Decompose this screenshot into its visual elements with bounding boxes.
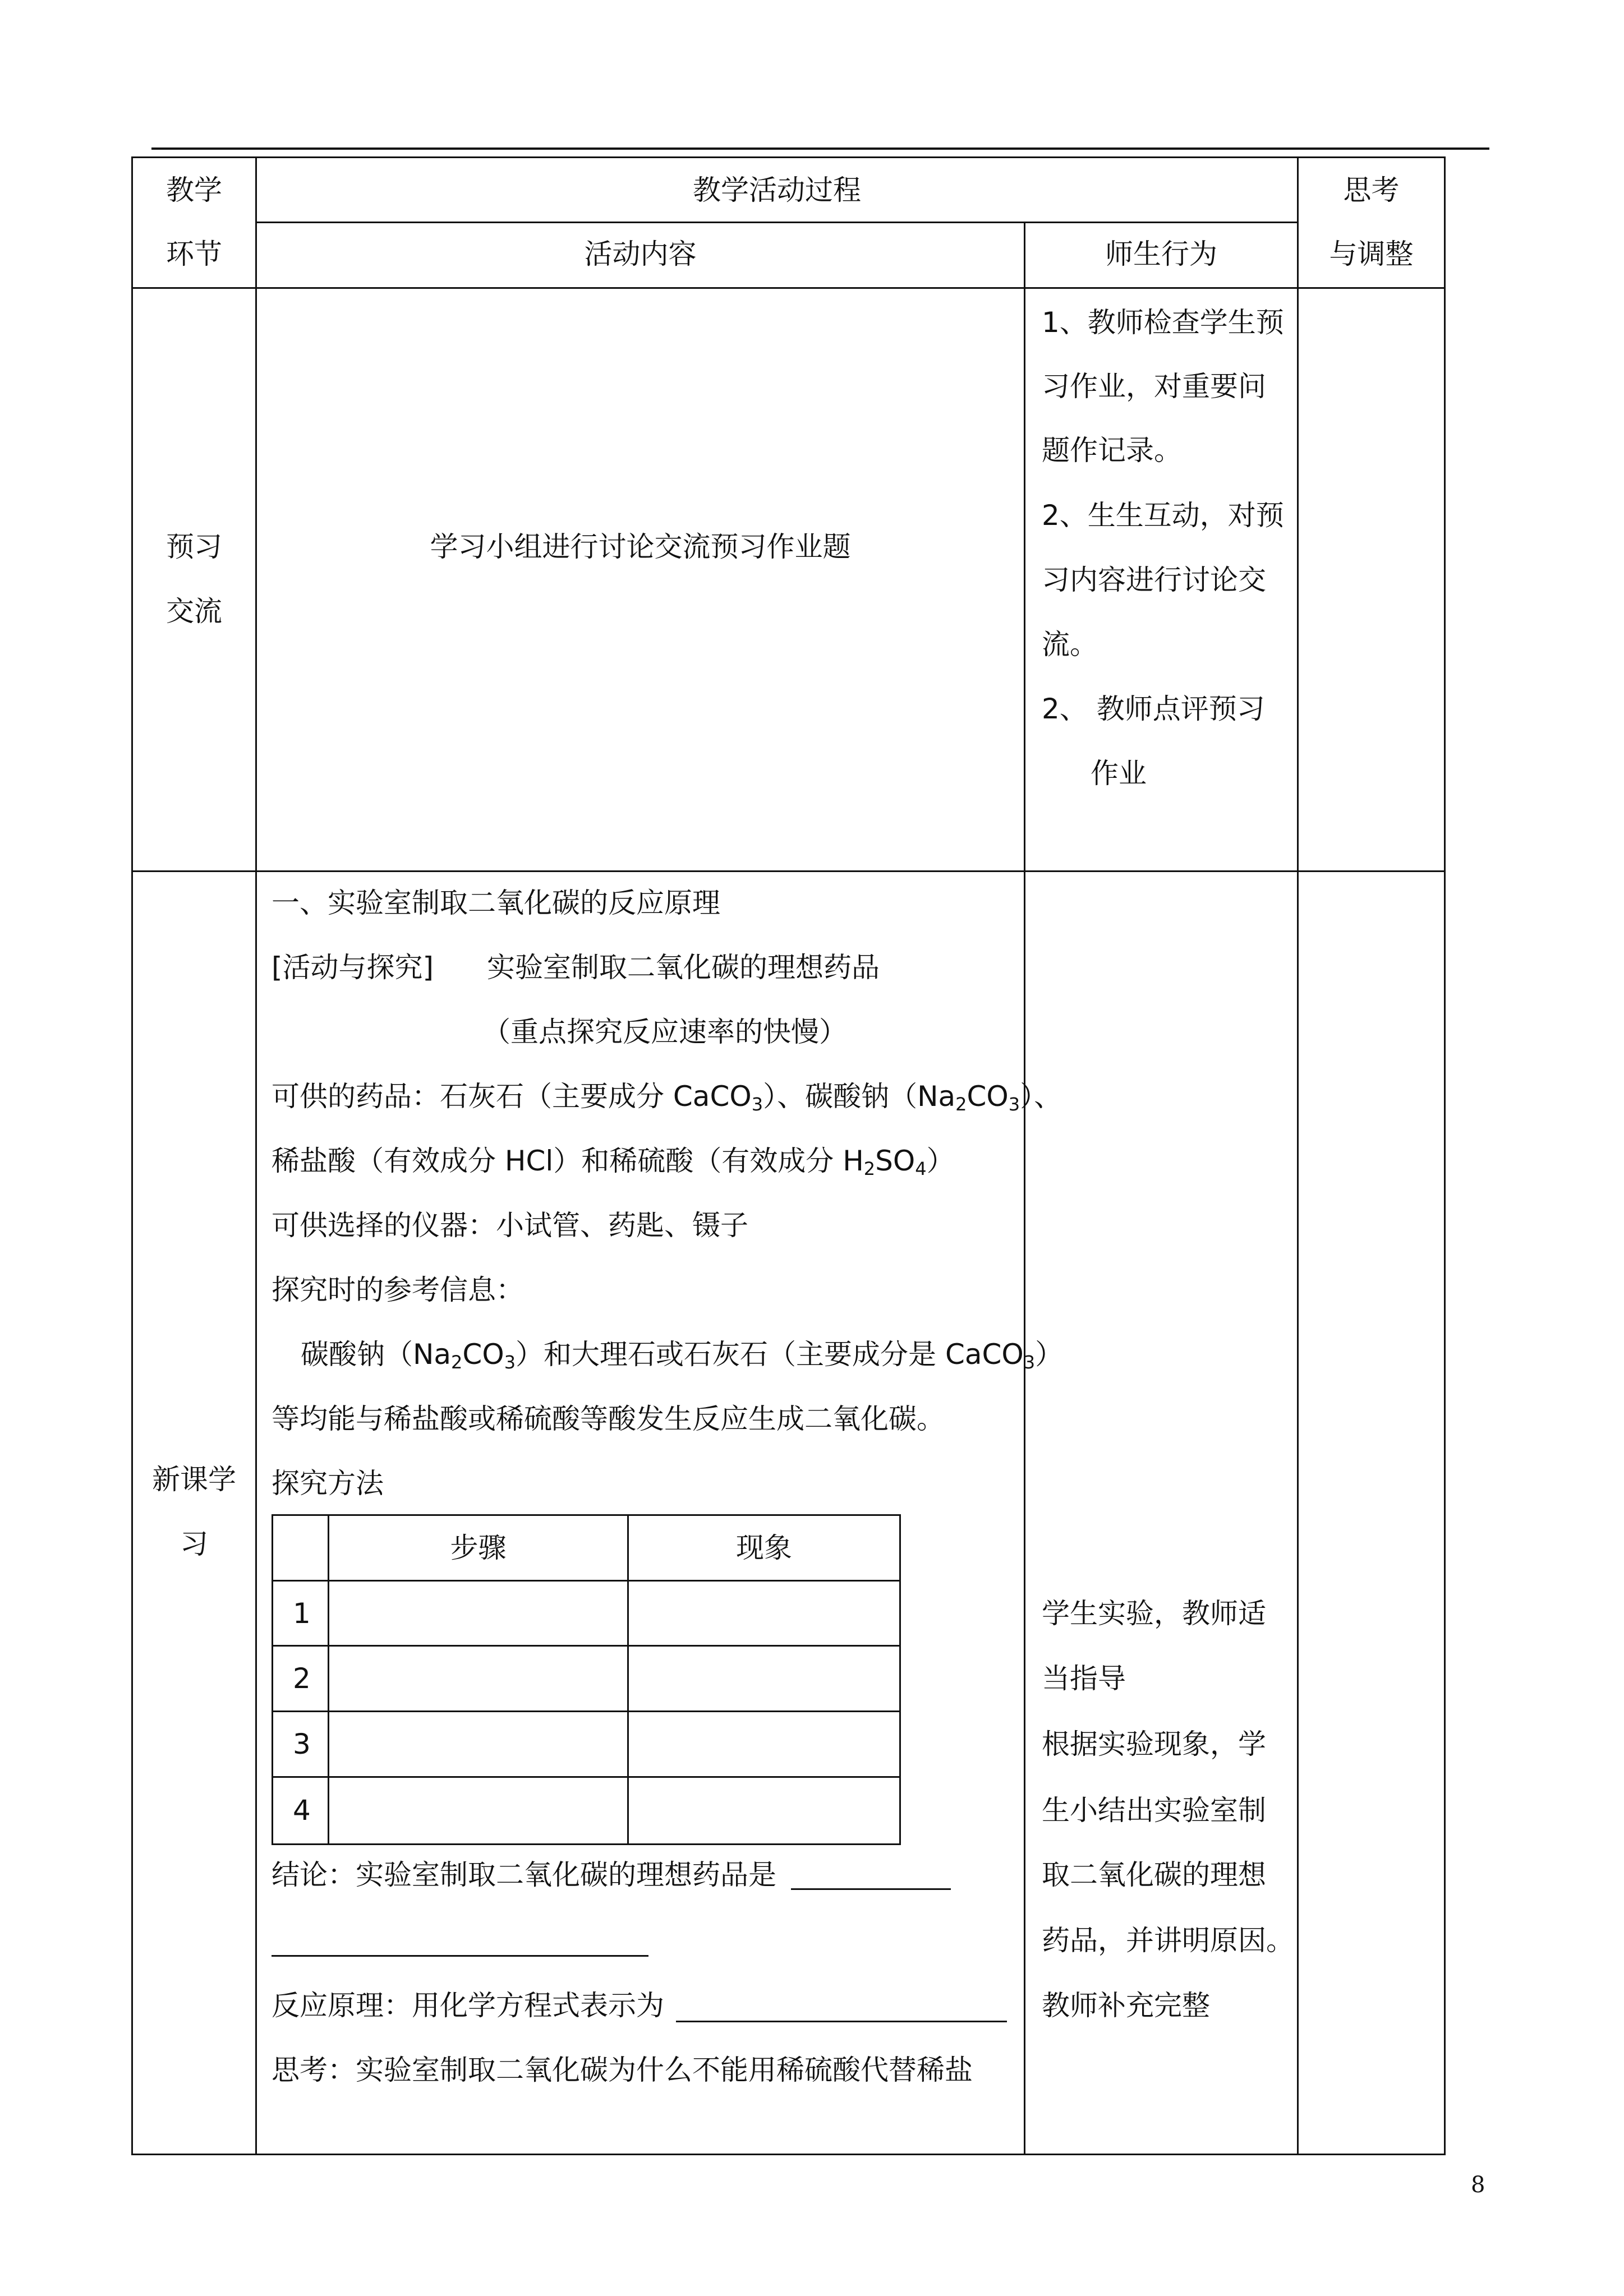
conclusion: 结论：实验室制取二氧化碳的理想药品是 bbox=[272, 1859, 776, 1891]
header-rule bbox=[151, 147, 1489, 150]
think-question: 思考：实验室制取二氧化碳为什么不能用稀硫酸代替稀盐 bbox=[272, 2054, 973, 2086]
reference-title: 探究时的参考信息： bbox=[272, 1274, 524, 1306]
reagents-line-1 bbox=[272, 1080, 1062, 1113]
method-row-index: 1 bbox=[293, 1597, 311, 1630]
reagents-2-text-a: 稀盐酸（有效成分 HCl）和稀硫酸（有效成分 H bbox=[272, 1145, 864, 1177]
reagents-1-text-a: 可供的药品：石灰石（主要成分 CaCO bbox=[272, 1080, 752, 1113]
table-rule-header-bottom bbox=[131, 287, 1446, 289]
reagents-2-text-b: SO bbox=[875, 1145, 915, 1177]
new-stage-line-2: 习 bbox=[180, 1528, 208, 1560]
table-rule-preview-bottom bbox=[131, 870, 1446, 872]
header-stage-line-2: 环节 bbox=[166, 238, 222, 270]
activity-title: 实验室制取二氧化碳的理想药品 bbox=[487, 951, 880, 984]
reagents-1-text-b: ）、碳酸钠（Na bbox=[763, 1080, 956, 1113]
reagents-1-text-d: ）、 bbox=[1020, 1080, 1062, 1113]
method-table-rule bbox=[272, 1711, 901, 1712]
preview-behavior-line: 习内容进行讨论交 bbox=[1042, 564, 1266, 596]
header-reflect-line-1: 思考 bbox=[1343, 174, 1400, 206]
table-border-right bbox=[1444, 156, 1446, 2155]
reagents-2-text-c: ） bbox=[926, 1145, 955, 1177]
reagents-2-sub-b: 4 bbox=[915, 1158, 927, 1179]
reference-line-1 bbox=[301, 1338, 1063, 1371]
new-stage-line-1: 新课学 bbox=[152, 1463, 236, 1496]
method-table-rule bbox=[272, 1514, 273, 1845]
preview-behavior-line: 流。 bbox=[1042, 628, 1098, 661]
header-stage-line-1: 教学 bbox=[166, 174, 222, 206]
principle: 反应原理：用化学方程式表示为 bbox=[272, 1989, 664, 2022]
method-title: 探究方法 bbox=[272, 1467, 384, 1500]
principle-blank bbox=[676, 2021, 1007, 2022]
preview-behavior-line: 2、 教师点评预习 bbox=[1042, 693, 1265, 725]
new-behavior-line: 取二氧化碳的理想 bbox=[1042, 1859, 1266, 1891]
reference-1-text-b: CO bbox=[462, 1338, 504, 1371]
new-behavior-line: 教师补充完整 bbox=[1042, 1989, 1210, 2022]
method-row-index: 4 bbox=[293, 1794, 311, 1827]
reference-1-sub-b: 3 bbox=[504, 1352, 516, 1373]
header-process: 教学活动过程 bbox=[693, 174, 861, 206]
preview-behavior-line: 作业 bbox=[1091, 757, 1147, 790]
page-number: 8 bbox=[1471, 2172, 1485, 2198]
reagents-1-sub-c: 3 bbox=[1008, 1094, 1020, 1115]
header-reflect-line-2: 与调整 bbox=[1329, 238, 1414, 270]
preview-content: 学习小组进行讨论交流预习作业题 bbox=[430, 531, 851, 563]
activity-label: [活动与探究] bbox=[272, 951, 434, 984]
table-border-top bbox=[131, 156, 1446, 158]
new-behavior-line: 药品，并讲明原因。 bbox=[1042, 1924, 1294, 1957]
method-header-steps: 步骤 bbox=[450, 1532, 507, 1564]
method-row-index: 3 bbox=[293, 1728, 311, 1760]
preview-behavior-line: 1、教师检查学生预 bbox=[1042, 306, 1284, 339]
header-behavior: 师生行为 bbox=[1105, 238, 1217, 270]
conclusion-blank-2 bbox=[272, 1955, 648, 1957]
reference-1-text-d: ） bbox=[1035, 1338, 1064, 1371]
reagents-line-2 bbox=[272, 1144, 955, 1178]
new-behavior-line: 学生实验，教师适 bbox=[1042, 1597, 1266, 1630]
reference-1-sub-c: 3 bbox=[1023, 1352, 1036, 1373]
reagents-1-sub-b: 2 bbox=[955, 1094, 967, 1115]
preview-stage-line-2: 交流 bbox=[166, 595, 222, 628]
reference-1-text-c: ）和大理石或石灰石（主要成分是 CaCO bbox=[516, 1338, 1024, 1371]
method-table-rule bbox=[272, 1514, 901, 1516]
table-col-line-2 bbox=[1024, 222, 1025, 2155]
table-border-bottom bbox=[131, 2154, 1446, 2155]
reagents-1-sub-a: 3 bbox=[751, 1094, 763, 1115]
new-behavior-line: 根据实验现象，学 bbox=[1042, 1728, 1266, 1760]
preview-behavior-line: 习作业，对重要问 bbox=[1042, 370, 1266, 403]
preview-stage-line-1: 预习 bbox=[166, 531, 222, 563]
reagents-1-text-c: CO bbox=[967, 1080, 1009, 1113]
method-table-rule bbox=[272, 1645, 901, 1647]
reference-1-text-a: 碳酸钠（Na bbox=[301, 1338, 452, 1371]
preview-behavior-line: 2、生生互动，对预 bbox=[1042, 499, 1284, 532]
method-table-rule bbox=[899, 1514, 901, 1845]
table-rule-subheader bbox=[255, 222, 1299, 223]
reagents-2-sub-a: 2 bbox=[863, 1158, 876, 1179]
method-header-phenomenon: 现象 bbox=[736, 1532, 792, 1564]
activity-focus: （重点探究反应速率的快慢） bbox=[482, 1016, 847, 1048]
method-table-rule bbox=[272, 1843, 901, 1845]
method-table-rule bbox=[272, 1776, 901, 1778]
preview-behavior-line: 题作记录。 bbox=[1042, 434, 1182, 467]
new-behavior-line: 生小结出实验室制 bbox=[1042, 1794, 1266, 1827]
header-content: 活动内容 bbox=[584, 238, 697, 270]
table-col-line-1 bbox=[255, 156, 257, 2155]
table-col-line-3 bbox=[1297, 156, 1299, 2155]
method-row-index: 2 bbox=[293, 1662, 311, 1695]
method-table-rule bbox=[272, 1580, 901, 1582]
table-border-left bbox=[131, 156, 133, 2155]
section-title: 一、实验室制取二氧化碳的反应原理 bbox=[272, 887, 720, 919]
new-behavior-line: 当指导 bbox=[1042, 1662, 1126, 1695]
instruments: 可供选择的仪器：小试管、药匙、镊子 bbox=[272, 1209, 748, 1242]
conclusion-blank bbox=[791, 1888, 951, 1890]
reference-line-2: 等均能与稀盐酸或稀硫酸等酸发生反应生成二氧化碳。 bbox=[272, 1403, 945, 1435]
reference-1-sub-a: 2 bbox=[451, 1352, 463, 1373]
